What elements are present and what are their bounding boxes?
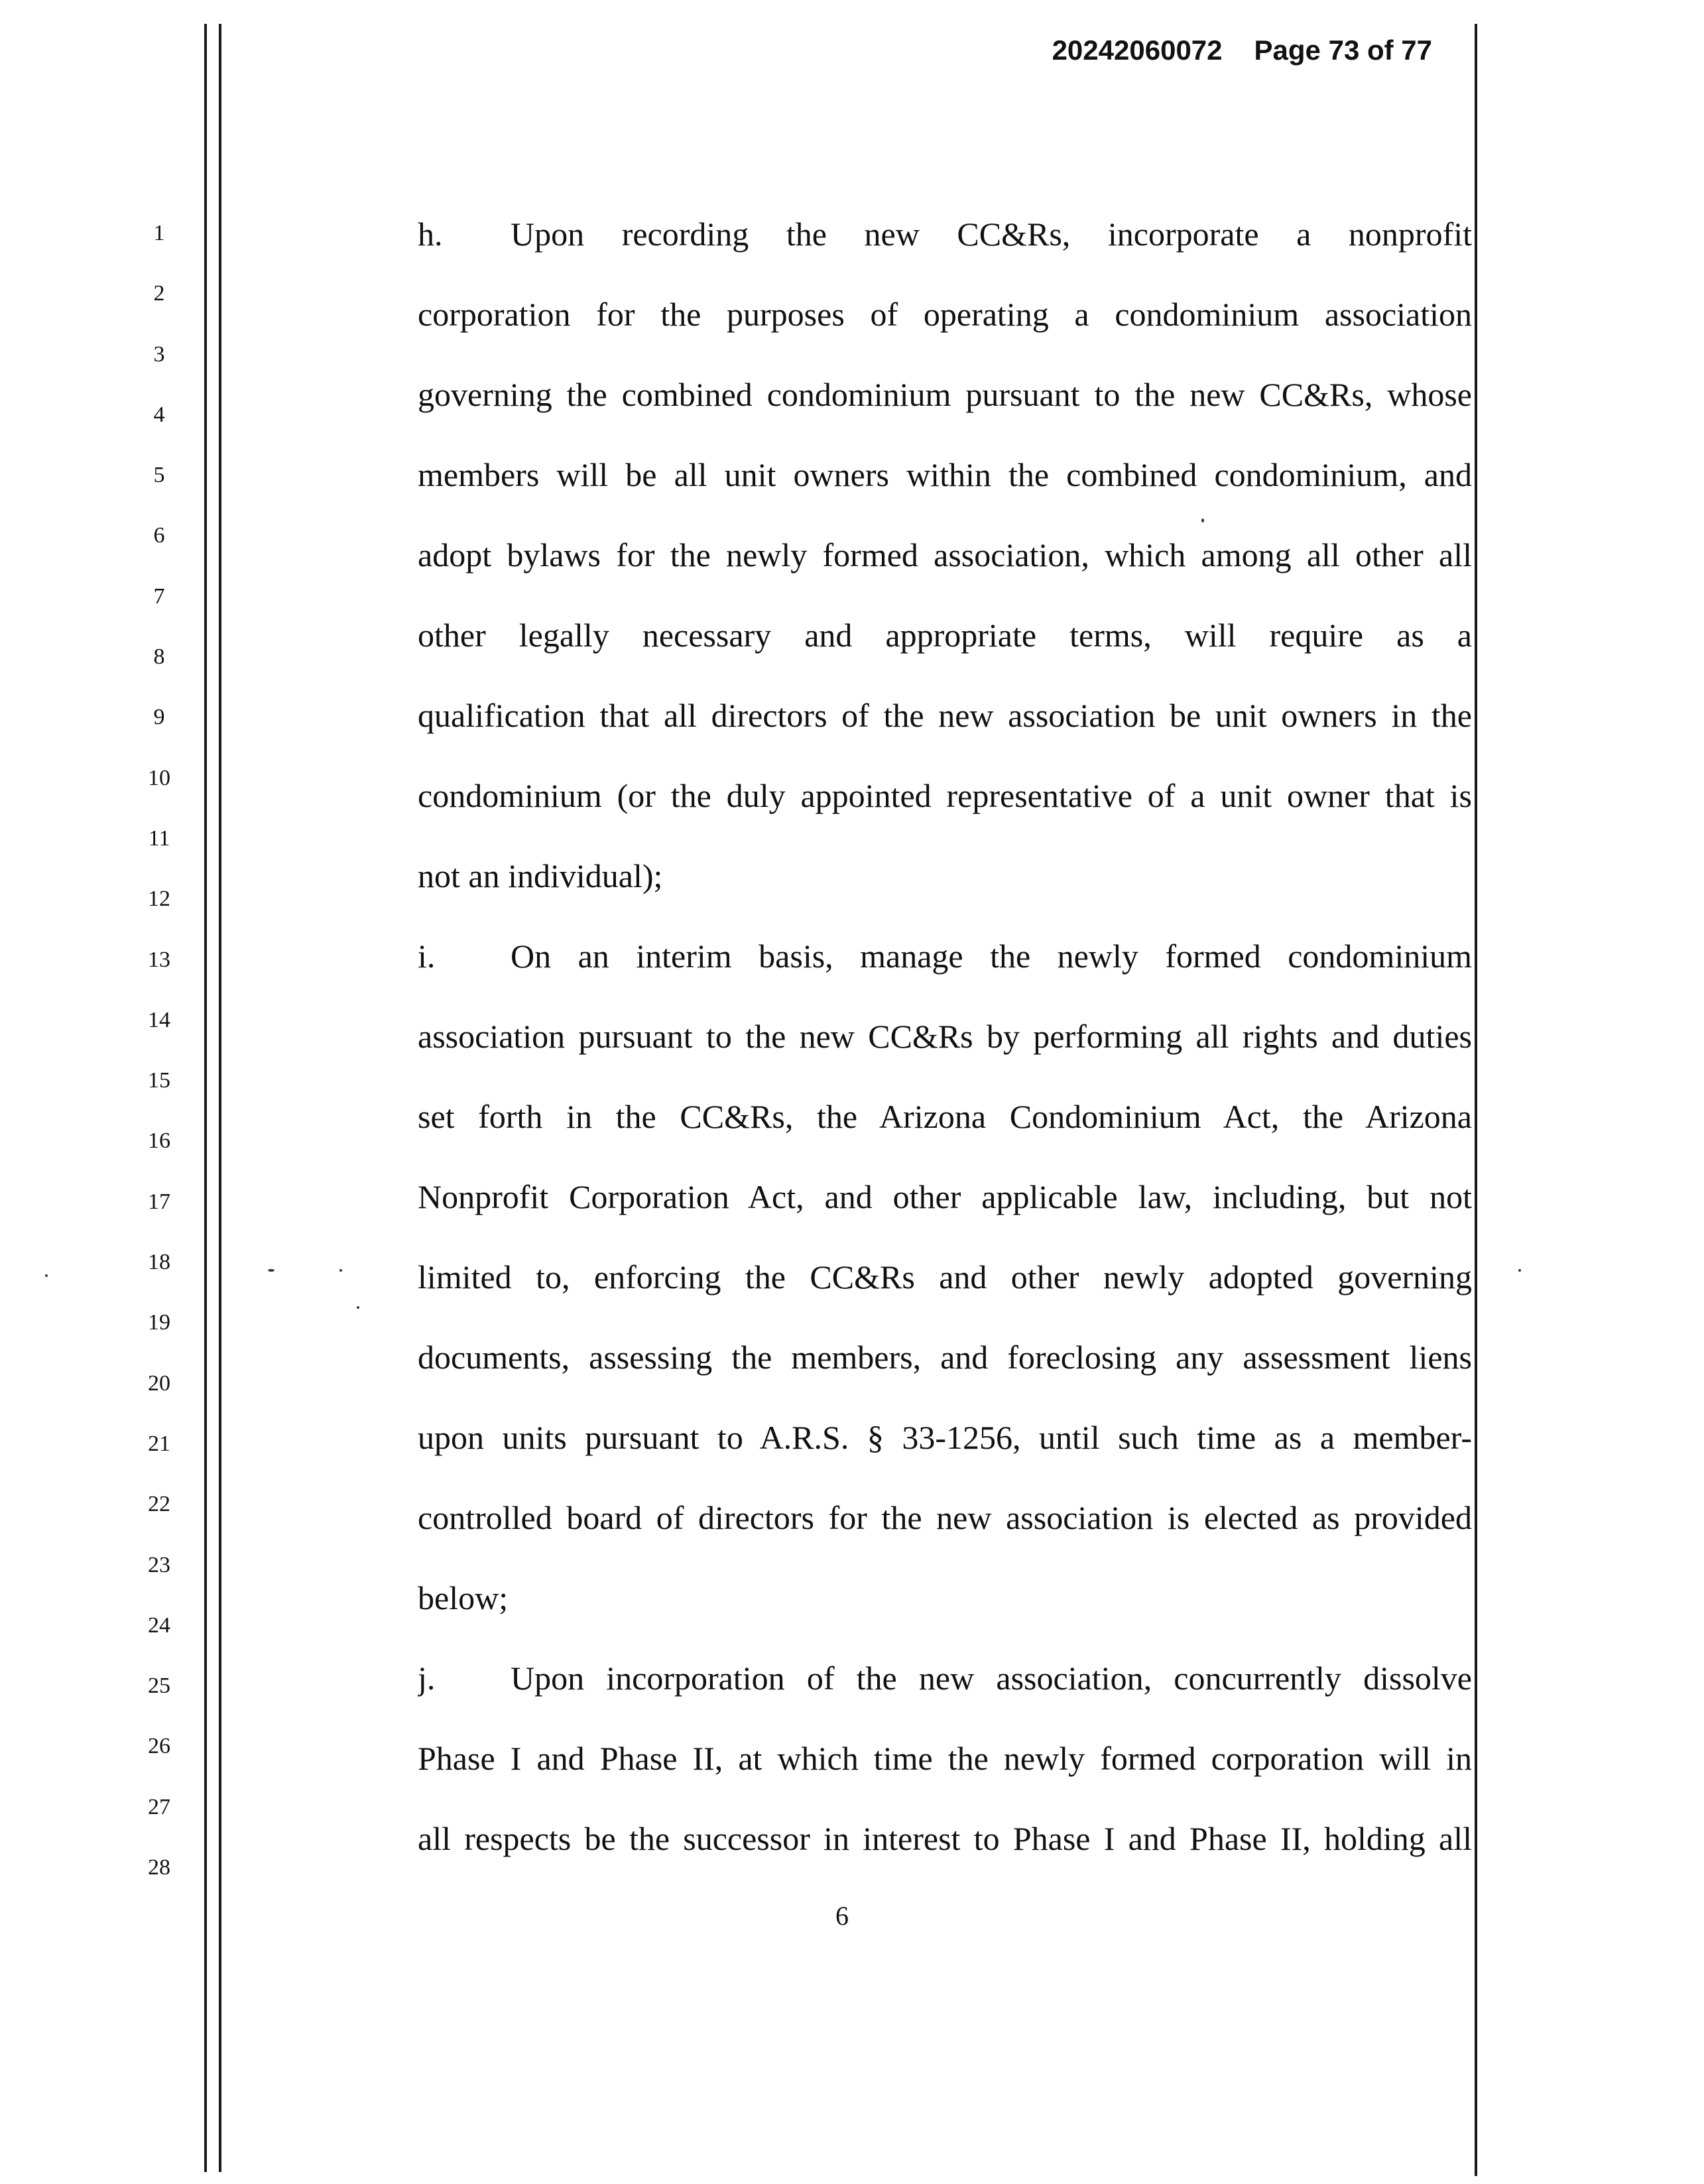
line-number: 4 — [153, 402, 165, 427]
document-number: 20242060072 — [1052, 34, 1223, 66]
right-margin-rule — [1475, 24, 1477, 2176]
line-text: On an interim basis, manage the newly formed condominium — [511, 938, 1472, 975]
line-number: 10 — [148, 765, 170, 790]
line-text: adopt bylaws for the newly formed association, which among all other all — [418, 536, 1472, 574]
line-number: 18 — [148, 1250, 170, 1275]
line-text: Phase I and Phase II, at which time the newly formed corporation will in — [418, 1740, 1472, 1777]
recording-header — [928, 34, 1432, 66]
line-text: limited to, enforcing the CC&Rs and other newly adopted governing — [418, 1258, 1472, 1296]
text-line — [418, 1016, 1472, 1097]
line-number: 3 — [153, 341, 165, 367]
pleading-line-numbers — [133, 220, 186, 1915]
text-line — [418, 294, 1472, 375]
line-number: 11 — [148, 825, 170, 851]
line-text: below; — [418, 1579, 509, 1616]
line-text: other legally necessary and appropriate terms, will require as a — [418, 617, 1472, 654]
text-line — [418, 1658, 1472, 1738]
text-line — [418, 375, 1472, 455]
left-margin-rule-inner — [219, 24, 221, 2172]
line-text: condominium (or the duly appointed representative of a unit owner that is — [418, 777, 1472, 814]
line-number: 28 — [148, 1855, 170, 1880]
scan-speck — [1518, 1269, 1521, 1272]
line-number: 14 — [148, 1007, 170, 1032]
line-number: 6 — [153, 523, 165, 548]
text-line — [418, 936, 1472, 1016]
line-number: 27 — [148, 1794, 170, 1819]
paragraph-marker: h. — [418, 215, 443, 253]
line-number: 13 — [148, 947, 170, 972]
scan-speck — [357, 1306, 359, 1309]
text-line — [418, 856, 1472, 936]
line-text: controlled board of directors for the new association is elected as provided — [418, 1499, 1472, 1536]
text-line — [418, 696, 1472, 776]
text-line — [418, 455, 1472, 535]
line-text: upon units pursuant to A.R.S. § 33-1256, until such time as a member- — [418, 1419, 1472, 1456]
paragraph — [418, 936, 1472, 1658]
line-text: qualification that all directors of the new association be unit owners in the — [418, 697, 1472, 734]
text-line — [418, 1177, 1472, 1257]
paragraph-marker: i. — [418, 938, 436, 975]
line-text: not an individual); — [418, 857, 663, 894]
text-line — [418, 1578, 1472, 1658]
text-line — [418, 1097, 1472, 1177]
page-label: Page 73 of 77 — [1254, 34, 1432, 66]
line-text: governing the combined condominium pursuant to the new CC&Rs, whose — [418, 376, 1472, 413]
line-number: 17 — [148, 1189, 170, 1214]
line-number: 24 — [148, 1612, 170, 1638]
line-number: 16 — [148, 1128, 170, 1154]
paragraph — [418, 214, 1472, 936]
line-number: 22 — [148, 1492, 170, 1517]
text-line — [418, 1819, 1472, 1899]
text-line — [418, 1418, 1472, 1498]
text-line — [418, 1257, 1472, 1337]
line-number: 1 — [153, 221, 165, 245]
line-text: corporation for the purposes of operating a condominium association — [418, 296, 1472, 333]
line-text: members will be all unit owners within the combined condominium, and — [418, 456, 1472, 493]
scan-speck — [339, 1269, 342, 1272]
line-text: Upon recording the new CC&Rs, incorporate a nonprofit — [511, 215, 1472, 253]
line-number: 23 — [148, 1552, 170, 1577]
scan-speck — [268, 1269, 274, 1272]
line-number: 26 — [148, 1734, 170, 1759]
text-line — [418, 1337, 1472, 1418]
paragraph — [418, 1658, 1472, 1899]
line-number: 25 — [148, 1673, 170, 1699]
text-line — [418, 615, 1472, 696]
line-text: Upon incorporation of the new association, concurrently dissolve — [511, 1660, 1472, 1697]
line-number: 7 — [153, 583, 165, 609]
line-number: 21 — [148, 1431, 170, 1456]
text-line — [418, 1738, 1472, 1819]
line-number: 5 — [153, 463, 165, 488]
paragraph-marker: j. — [418, 1660, 436, 1697]
line-text: all respects be the successor in interest to Phase I and Phase II, holding all — [418, 1820, 1472, 1857]
line-text: documents, assessing the members, and foreclosing any assessment liens — [418, 1339, 1472, 1376]
line-number: 8 — [153, 644, 165, 670]
line-number: 2 — [153, 281, 165, 306]
line-number: 9 — [153, 705, 165, 730]
text-line — [418, 776, 1472, 856]
line-text: association pursuant to the new CC&Rs by performing all rights and duties — [418, 1018, 1472, 1055]
line-number: 15 — [148, 1068, 170, 1093]
text-line — [418, 535, 1472, 615]
text-line — [418, 214, 1472, 294]
line-number: 12 — [148, 886, 170, 912]
text-line — [418, 1498, 1472, 1578]
page-number: 6 — [835, 1901, 849, 1931]
line-text: set forth in the CC&Rs, the Arizona Condominium Act, the Arizona — [418, 1098, 1472, 1135]
left-margin-rule-outer — [204, 24, 207, 2172]
line-number: 19 — [148, 1310, 170, 1335]
document-body — [418, 214, 1472, 1899]
scan-speck — [45, 1274, 48, 1277]
line-number: 20 — [148, 1370, 170, 1396]
line-text: Nonprofit Corporation Act, and other applicable law, including, but not — [418, 1178, 1472, 1215]
